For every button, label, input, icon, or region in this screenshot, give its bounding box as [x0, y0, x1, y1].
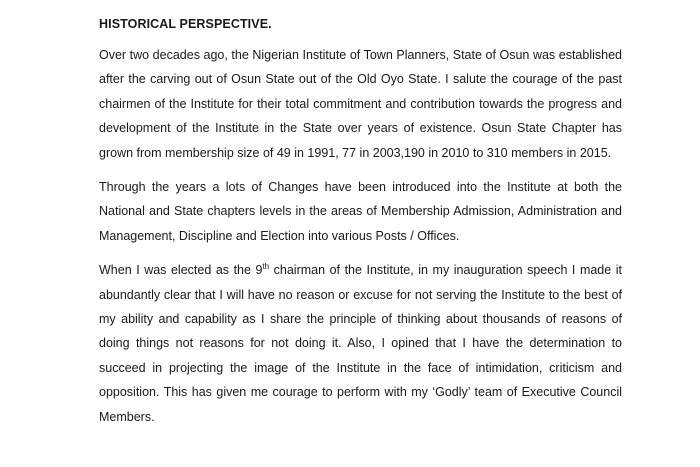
paragraph-election-body: chairman of the Institute, in my inauguration speech I made it abundantly clear that I will have no reason or excuse for not serving the Institute to the best of my ability and capability as I share the principle of thinking about thousands of reasons of doing things not reasons for not doing it. Also, I opined that I have the determination to succeed in projecting the image of the Institute in the face of intimidation, criticism and opposition. This has given me courage to perform with my ‘Godly’ team of Executive Council Members. [99, 263, 623, 424]
section-heading: HISTORICAL PERSPECTIVE. [99, 17, 272, 31]
paragraph-changes: Through the years a lots of Changes have been introduced into the Institute at both the National and State chapters levels in the areas of Membership Admission, Administration and Management, Discipline and Election into various Posts / Offices. [99, 180, 622, 243]
ordinal-superscript: th [262, 262, 270, 272]
paragraph-history: Over two decades ago, the Nigerian Institute of Town Planners, State of Osun was established after the carving out of Osun State out of the Old Oyo State. I salute the courage of the past chairmen of the Institute for their total commitment and contribution towards the progress and development of the Institute in the State over years of existence. Osun State Chapter has grown from membership size of 49 in 1991, 77 in 2003,190 in 2010 to 310 members in 2015. [99, 48, 622, 160]
document-page [99, 14, 622, 429]
paragraph-election-lead: When I was elected as the 9 [99, 263, 263, 278]
paragraph-election [99, 258, 622, 429]
